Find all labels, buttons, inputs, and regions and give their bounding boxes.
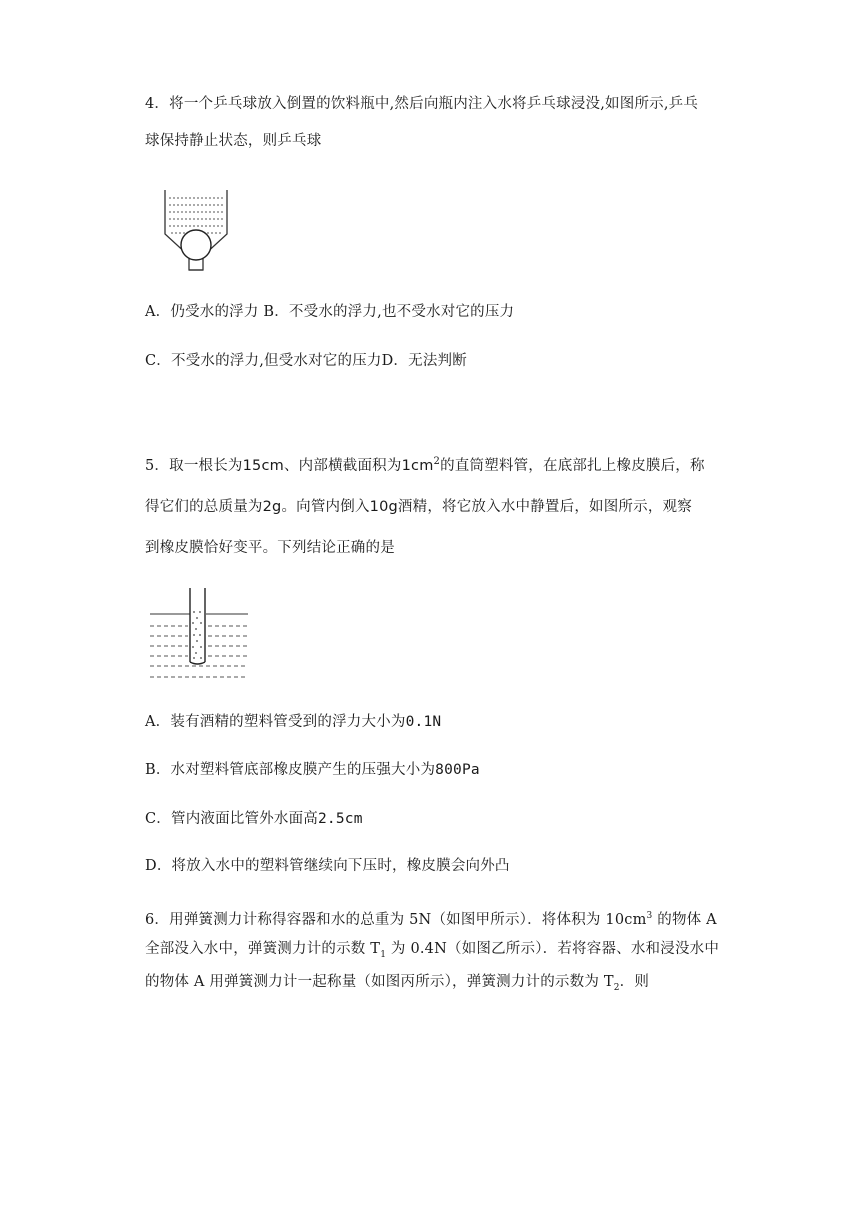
q5-text: 、内部横截面积为 [283, 457, 402, 474]
q6-stem-line2 [145, 939, 719, 965]
ping-pong-ball [181, 230, 211, 260]
q4-options-cd: C．不受水的浮力,但受水对它的压力D．无法判断 [145, 353, 467, 369]
q6-volume-exp: 3 [646, 911, 653, 921]
q6-text: 为 0.4N（如图乙所示）．若将容器、水和浸没水中 [386, 941, 720, 957]
q5-area: 1cm [401, 457, 434, 474]
q5-text: 。向管内倒入 [281, 499, 370, 515]
q5-stem-line1 [145, 452, 705, 476]
q6-text: 的物体 A 用弹簧测力计一起称量（如图丙所示），弹簧测力计的示数为 T [145, 974, 614, 990]
q5-tube-figure [150, 588, 250, 682]
q6-text: ．则 [619, 974, 650, 990]
q5-option-d: D．将放入水中的塑料管继续向下压时，橡皮膜会向外凸 [145, 858, 510, 874]
q6-text: 的物体 A [652, 911, 717, 928]
q5-text: 酒精，将它放入水中静置后，如图所示，观察 [397, 499, 692, 515]
q5-alcohol-mass: 10g [369, 499, 398, 515]
q4-stem-line1: 4．将一个乒乓球放入倒置的饮料瓶中,然后向瓶内注入水将乒乓球浸没,如图所示,乒乓 [145, 96, 699, 112]
q6-t2-sub: 2 [613, 982, 620, 993]
q5-text: 的直筒塑料管，在底部扎上橡皮膜后，称 [440, 457, 705, 474]
q5-area-exp: 2 [433, 456, 441, 467]
q6-text: 6．用弹簧测力计称得容器和水的总重为 5N（如图甲所示）．将体积为 10cm [145, 911, 647, 928]
q5-option-a [145, 712, 441, 732]
q5-option-b-text: B．水对塑料管底部橡皮膜产生的压强大小为 [145, 762, 436, 778]
q5-text: 5．取一根长为 [145, 457, 243, 474]
q5-stem-line2 [145, 497, 692, 517]
q6-text: 全部没入水中，弹簧测力计的示数 T [145, 941, 381, 957]
q5-option-c-text: C．管内液面比管外水面高 [145, 811, 318, 827]
q5-mass: 2g [262, 499, 282, 515]
q5-option-b [145, 760, 480, 780]
q4-options-ab: A．仍受水的浮力 B．不受水的浮力,也不受水对它的压力 [145, 304, 515, 320]
q5-text: 得它们的总质量为 [145, 499, 263, 515]
q6-stem-line3 [145, 972, 649, 998]
q4-bottle-figure [160, 186, 232, 276]
q5-option-a-value: 0.1N [405, 714, 442, 730]
q6-t1-sub: 1 [380, 949, 387, 960]
q5-option-b-value: 800Pa [435, 762, 480, 778]
q5-option-a-text: A．装有酒精的塑料管受到的浮力大小为 [145, 714, 406, 730]
q5-option-c-value: 2.5cm [318, 811, 363, 827]
q5-option-c [145, 809, 363, 829]
q4-stem-line2: 球保持静止状态，则乒乓球 [145, 133, 322, 149]
q5-stem-line3: 到橡皮膜恰好变平。下列结论正确的是 [145, 540, 395, 556]
q5-length: 15cm [242, 457, 284, 474]
q6-stem-line1 [145, 906, 717, 930]
